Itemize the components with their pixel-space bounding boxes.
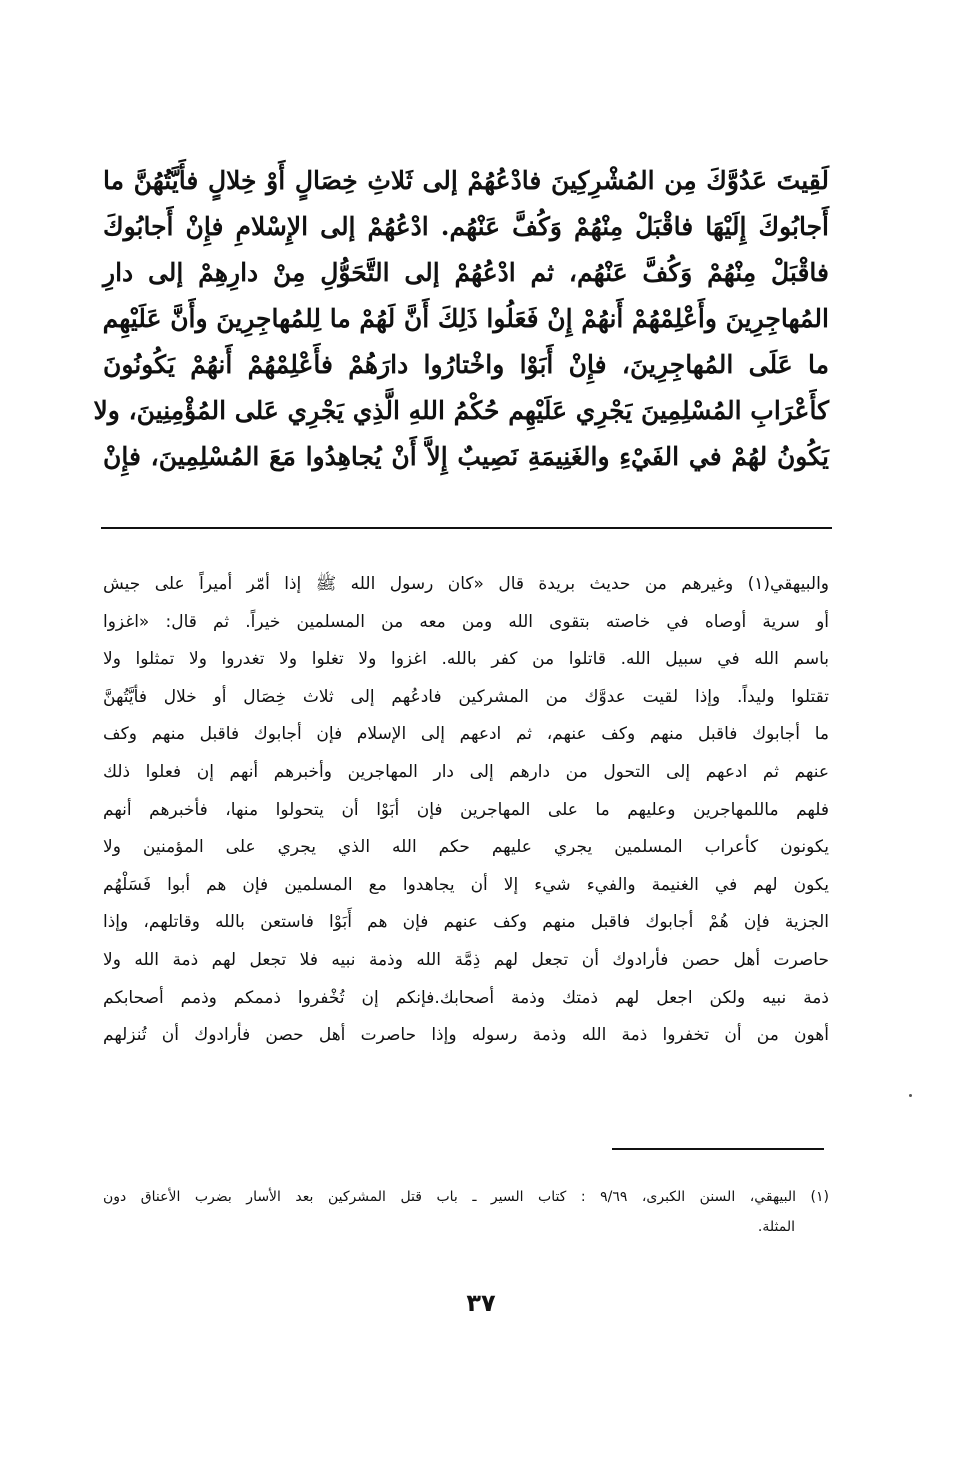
margin-dot: [909, 1094, 912, 1097]
hadith-text-line: باسم الله في سبيل الله. قاتلوا من كفر بالله. اغزوا ولا تغلوا ولا تغدروا ولا تمثلوا ولا: [103, 649, 829, 670]
hadith-text-line: أهون من أن تخفروا ذمة الله وذمة رسوله وإذا حاصرت أهل حصن فأرادوك أن تُنزلهم: [103, 1025, 829, 1046]
main-text-line: لَقِيتَ عَدُوَّكَ مِن المُشْرِكِينَ فادْعُهُمْ إلى ثَلاثِ خِصَالٍ أَوْ خِلالٍ فأَيَّتُهُنَّ ما: [103, 166, 829, 195]
main-text-block: [93, 158, 829, 480]
main-text-divider: [101, 527, 832, 529]
hadith-text-line: الجزية فإن هُمْ أجابوك فاقبل منهم وكف عنهم فإن هم أَبَوْا فاستعن بالله وقاتلهم، وإذا: [103, 912, 829, 933]
footnote-line: المثلة.: [757, 1219, 795, 1235]
hadith-text-line: يكونون كأعراب المسلمين يجري عليهم حكم الله الذي يجري على المؤمنين ولا: [103, 837, 829, 858]
footnote: [103, 1182, 829, 1242]
page-number: ٣٧: [466, 1289, 496, 1317]
hadith-text-line: تقتلوا وليداً. وإذا لقيت عدوَّك من المشركين فادعُهم إلى ثلاث خِصَال أو خلال فأيَّتُهنَّ: [103, 686, 829, 707]
hadith-text-line: ما أجابوك فاقبل منهم وكف عنهم، ثم ادعهم إلى الإسلام فإن أجابوك فاقبل منهم وكف: [103, 724, 829, 745]
hadith-text-block: [103, 566, 829, 1055]
main-text-line: كأَعْرَابِ المُسْلِمِينَ يَجْرِي عَلَيْهِم حُكْمُ اللهِ الَّذِي يَجْرِي عَلى المُؤْمِنِينَ، ولا: [93, 396, 829, 425]
footnote-divider: [612, 1148, 824, 1150]
hadith-text-line: والبيهقي(١) وغيرهم من حديث بريدة قال «كان رسول الله ﷺ إذا أمّر أميراً على جيش: [103, 574, 829, 594]
hadith-text-line: فلهم ماللمهاجرين وعليهم ما على المهاجرين فإن أبَوْا أن يتحولوا منها، فأخبرهم أنهم: [103, 799, 829, 820]
footnote-line: (١) البيهقي، السنن الكبرى، ٩/٦٩ : كتاب السير ـ باب قتل المشركين بعد الأسار بضرب الأعناق دون: [103, 1189, 829, 1205]
hadith-text-line: أو سرية أوصاه في خاصته بتقوى الله ومن معه من المسلمين خيراً. ثم قال: «اغزوا: [103, 611, 829, 632]
main-text-line: ما عَلَى المُهاجِرِينَ، فإِنْ أَبَوْا واخْتارُوا دارَهُمْ فأَعْلِمْهُمْ أَنهُمْ يَكُونُونَ: [103, 350, 829, 379]
hadith-text-line: يكون لهم في الغنيمة والفيء شيء إلا أن يجاهدوا مع المسلمين فإن هم أبوا فَسَلْهُم: [103, 874, 829, 895]
main-text-line: أَجابُوكَ إِلَيْهَا فاقْبَلْ مِنْهُمْ وَكُفَّ عَنْهُم. ادْعُهُمْ إلى الإِسْلامِ فإِنْ أَجابُوكَ: [103, 212, 829, 241]
main-text-line: فاقْبَلْ مِنْهُمْ وَكُفَّ عَنْهُم، ثم ادْعُهُمْ إلى التَّحَوُّلِ مِنْ دارِهِمْ إلى دارِ: [103, 258, 829, 287]
main-text-line: المُهاجِرِينَ وأَعْلِمْهُمْ أَنهُمْ إِنْ فَعَلُوا ذَلِكَ أَنَّ لَهُمْ ما لِلمُهاجِرِينَ وأَنَّ عَلَيْهِم: [102, 304, 829, 333]
hadith-text-line: عنهم ثم ادعهم إلى التحول من دارهم إلى دار المهاجرين وأخبرهم أنهم إن فعلوا ذلك: [103, 761, 829, 782]
hadith-text-line: حاصرت أهل حصن فأرادوك أن تجعل لهم ذِمَّة الله وذمة نبيه فلا تجعل لهم ذمة الله ولا: [103, 949, 829, 970]
main-text-line: يَكُونُ لهُمْ في الفَيْءِ والغَنِيمَةِ نَصِيبٌ إِلاَّ أَنْ يُجاهِدُوا مَعَ المُسْلِمِينَ، فإِنْ: [103, 442, 829, 471]
hadith-text-line: ذمة نبيه ولكن اجعل لهم ذمتك وذمة أصحابك.فإنكم إن تُخْفروا ذممكم وذمم أصحابكم: [103, 987, 829, 1008]
